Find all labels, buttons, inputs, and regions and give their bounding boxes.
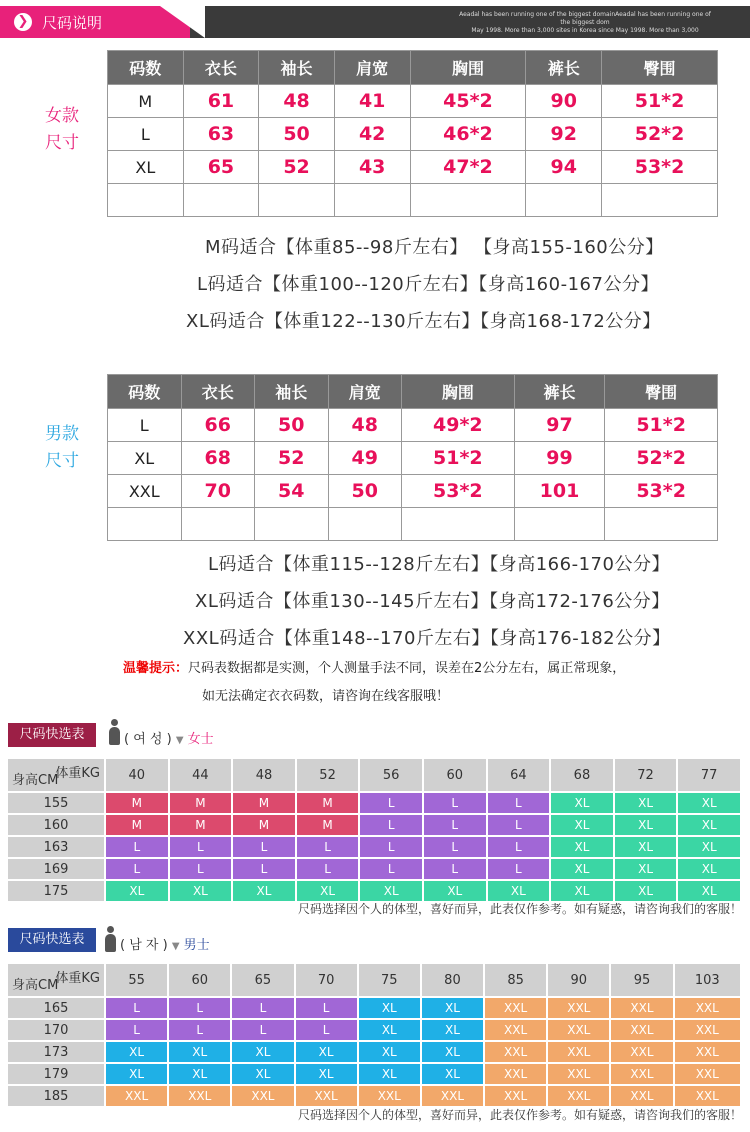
size-suggestion-cell: XL bbox=[168, 1041, 231, 1063]
size-suggestion-cell: XXL bbox=[674, 1041, 741, 1063]
weight-header-row bbox=[7, 963, 741, 997]
axis-corner bbox=[7, 758, 105, 792]
height-cell: 173 bbox=[7, 1041, 105, 1063]
size-code-cell: XL bbox=[108, 151, 184, 184]
size-code-cell: L bbox=[108, 118, 184, 151]
header-english-line1: Aeadal has been running one of the biggest domainAeadal has been running one of the biggest dom bbox=[459, 11, 711, 26]
measure-cell: 53*2 bbox=[602, 151, 718, 184]
men-label: 男士 bbox=[183, 938, 210, 953]
size-suggestion-cell: M bbox=[169, 792, 233, 814]
weight-header-cell: 48 bbox=[232, 758, 296, 792]
size-suggestion-cell: L bbox=[169, 858, 233, 880]
measure-cell: 42 bbox=[334, 118, 410, 151]
size-suggestion-cell: XL bbox=[231, 1063, 294, 1085]
size-suggestion-cell: XL bbox=[168, 1063, 231, 1085]
size-suggestion-cell: L bbox=[232, 836, 296, 858]
size-suggestion-cell: XL bbox=[359, 880, 423, 902]
measure-cell bbox=[334, 184, 410, 217]
size-suggestion-cell: XXL bbox=[484, 1041, 547, 1063]
size-suggestion-cell: L bbox=[487, 814, 551, 836]
size-row bbox=[108, 442, 718, 475]
measure-cell: 92 bbox=[526, 118, 602, 151]
measure-cell: 53*2 bbox=[605, 475, 718, 508]
size-suggestion-cell: L bbox=[423, 836, 487, 858]
chevron-right-icon: ❯ bbox=[14, 13, 32, 31]
size-suggestion-cell: XL bbox=[105, 880, 169, 902]
measure-cell: 50 bbox=[328, 475, 402, 508]
measure-cell: 48 bbox=[259, 85, 335, 118]
size-suggestion-cell: L bbox=[168, 997, 231, 1019]
weight-header-cell: 72 bbox=[614, 758, 678, 792]
quick-row bbox=[7, 880, 741, 902]
size-suggestion-cell: XL bbox=[105, 1063, 168, 1085]
size-suggestion-cell: M bbox=[296, 814, 360, 836]
weight-header-cell: 64 bbox=[487, 758, 551, 792]
men-korean: ( 남 자 ) bbox=[120, 938, 168, 953]
size-suggestion-cell: XL bbox=[421, 997, 484, 1019]
size-col-header: 臀围 bbox=[605, 375, 718, 409]
size-suggestion-cell: XXL bbox=[295, 1085, 358, 1107]
size-suggestion-cell: XXL bbox=[610, 1019, 673, 1041]
weight-header-cell: 95 bbox=[610, 963, 673, 997]
measure-cell: 51*2 bbox=[602, 85, 718, 118]
size-suggestion-cell: L bbox=[359, 814, 423, 836]
size-suggestion-cell: XL bbox=[677, 792, 741, 814]
measure-cell: 47*2 bbox=[410, 151, 526, 184]
women-fit-l: L码适合【体重100--120斤左右】【身高160-167公分】 bbox=[197, 274, 659, 295]
tip-line1 bbox=[123, 657, 625, 676]
size-suggestion-cell: XXL bbox=[674, 1063, 741, 1085]
men-gender-label bbox=[120, 934, 210, 953]
size-col-header: 胸围 bbox=[410, 51, 526, 85]
men-quick-note: 尺码选择因个人的体型，喜好而异，此表仅作参考。如有疑惑，请咨询我们的客服！ bbox=[297, 1108, 742, 1122]
women-quick-tag: 尺码快选表 bbox=[8, 723, 96, 747]
size-suggestion-cell: XL bbox=[677, 836, 741, 858]
men-side-line2: 尺寸 bbox=[45, 451, 79, 471]
men-fit-xl: XL码适合【体重130--145斤左右】【身高172-176公分】 bbox=[195, 591, 670, 612]
women-size-body bbox=[108, 85, 718, 217]
size-suggestion-cell: XL bbox=[487, 880, 551, 902]
measure-cell: 49*2 bbox=[402, 409, 515, 442]
measure-cell: 65 bbox=[183, 151, 259, 184]
size-suggestion-cell: M bbox=[169, 814, 233, 836]
size-col-header: 码数 bbox=[108, 375, 182, 409]
measure-cell bbox=[526, 184, 602, 217]
size-suggestion-cell: M bbox=[105, 792, 169, 814]
size-suggestion-cell: L bbox=[487, 858, 551, 880]
size-suggestion-cell: L bbox=[295, 997, 358, 1019]
size-suggestion-cell: XL bbox=[421, 1063, 484, 1085]
size-suggestion-cell: XL bbox=[614, 880, 678, 902]
height-axis-label: 身高CM bbox=[12, 773, 59, 788]
measure-cell: 66 bbox=[181, 409, 255, 442]
size-suggestion-cell: XL bbox=[231, 1041, 294, 1063]
measure-cell bbox=[328, 508, 402, 541]
size-col-header: 臀围 bbox=[602, 51, 718, 85]
measure-cell bbox=[259, 184, 335, 217]
caret-down-icon: ▼ bbox=[175, 735, 184, 746]
weight-header-cell: 55 bbox=[105, 963, 168, 997]
size-suggestion-cell: XL bbox=[358, 997, 421, 1019]
size-suggestion-cell: L bbox=[423, 792, 487, 814]
size-suggestion-cell: L bbox=[296, 836, 360, 858]
size-suggestion-cell: XL bbox=[614, 836, 678, 858]
size-suggestion-cell: L bbox=[231, 1019, 294, 1041]
height-cell: 163 bbox=[7, 836, 105, 858]
measure-cell bbox=[402, 508, 515, 541]
weight-header-cell: 80 bbox=[421, 963, 484, 997]
size-suggestion-cell: XXL bbox=[105, 1085, 168, 1107]
height-cell: 155 bbox=[7, 792, 105, 814]
measure-cell: 53*2 bbox=[402, 475, 515, 508]
size-suggestion-cell: M bbox=[232, 792, 296, 814]
weight-header-cell: 70 bbox=[295, 963, 358, 997]
size-suggestion-cell: XL bbox=[550, 836, 614, 858]
size-suggestion-cell: XXL bbox=[547, 1041, 610, 1063]
men-quick-table bbox=[6, 962, 742, 1108]
quick-row bbox=[7, 1063, 741, 1085]
size-row bbox=[108, 475, 718, 508]
measure-cell: 101 bbox=[514, 475, 605, 508]
size-suggestion-cell: XL bbox=[550, 792, 614, 814]
measure-cell bbox=[410, 184, 526, 217]
size-suggestion-cell: XL bbox=[423, 880, 487, 902]
size-suggestion-cell: XL bbox=[232, 880, 296, 902]
measure-cell: 90 bbox=[526, 85, 602, 118]
size-suggestion-cell: M bbox=[232, 814, 296, 836]
size-suggestion-cell: XL bbox=[358, 1019, 421, 1041]
size-col-header: 胸围 bbox=[402, 375, 515, 409]
weight-header-cell: 52 bbox=[296, 758, 360, 792]
quick-row bbox=[7, 997, 741, 1019]
women-korean: ( 여 성 ) bbox=[124, 732, 172, 747]
weight-header-cell: 68 bbox=[550, 758, 614, 792]
size-suggestion-cell: XXL bbox=[547, 1063, 610, 1085]
size-code-cell bbox=[108, 508, 182, 541]
size-row bbox=[108, 151, 718, 184]
size-suggestion-cell: XL bbox=[614, 858, 678, 880]
measure-cell: 52 bbox=[255, 442, 329, 475]
height-cell: 179 bbox=[7, 1063, 105, 1085]
measure-cell: 70 bbox=[181, 475, 255, 508]
size-col-header: 裤长 bbox=[514, 375, 605, 409]
quick-row bbox=[7, 1085, 741, 1107]
size-col-header: 肩宽 bbox=[334, 51, 410, 85]
size-suggestion-cell: L bbox=[487, 836, 551, 858]
size-suggestion-cell: XXL bbox=[484, 997, 547, 1019]
measure-cell bbox=[514, 508, 605, 541]
women-quick-table bbox=[6, 757, 742, 903]
size-code-cell bbox=[108, 184, 184, 217]
size-col-header: 码数 bbox=[108, 51, 184, 85]
height-cell: 170 bbox=[7, 1019, 105, 1041]
size-suggestion-cell: XL bbox=[677, 858, 741, 880]
size-suggestion-cell: XL bbox=[550, 814, 614, 836]
size-suggestion-cell: L bbox=[231, 997, 294, 1019]
women-side-line2: 尺寸 bbox=[45, 133, 79, 153]
measure-cell: 99 bbox=[514, 442, 605, 475]
size-suggestion-cell: L bbox=[423, 814, 487, 836]
size-col-header: 袖长 bbox=[259, 51, 335, 85]
measure-cell bbox=[602, 184, 718, 217]
size-col-header: 衣长 bbox=[181, 375, 255, 409]
size-code-cell: M bbox=[108, 85, 184, 118]
height-axis-label: 身高CM bbox=[12, 978, 59, 993]
tip-text1: 尺码表数据都是实测，个人测量手法不同，误差在2公分左右，属正常现象， bbox=[188, 661, 626, 676]
header-notch bbox=[160, 6, 205, 38]
weight-axis-label: 体重KG bbox=[55, 766, 100, 781]
weight-header-cell: 90 bbox=[547, 963, 610, 997]
women-fit-m: M码适合【体重85--98斤左右】 【身高155-160公分】 bbox=[205, 237, 664, 258]
weight-header-cell: 65 bbox=[231, 963, 294, 997]
men-fit-l: L码适合【体重115--128斤左右】【身高166-170公分】 bbox=[208, 554, 670, 575]
weight-header-cell: 60 bbox=[168, 963, 231, 997]
weight-header-cell: 77 bbox=[677, 758, 741, 792]
quick-row bbox=[7, 1041, 741, 1063]
header-banner bbox=[0, 0, 750, 40]
size-suggestion-cell: XXL bbox=[231, 1085, 294, 1107]
measure-cell bbox=[605, 508, 718, 541]
size-suggestion-cell: XL bbox=[550, 880, 614, 902]
size-suggestion-cell: L bbox=[168, 1019, 231, 1041]
height-cell: 175 bbox=[7, 880, 105, 902]
measure-cell bbox=[183, 184, 259, 217]
size-row bbox=[108, 85, 718, 118]
measure-cell: 52 bbox=[259, 151, 335, 184]
size-suggestion-cell: XXL bbox=[610, 1085, 673, 1107]
measure-cell: 48 bbox=[328, 409, 402, 442]
quick-row bbox=[7, 792, 741, 814]
size-suggestion-cell: M bbox=[105, 814, 169, 836]
size-suggestion-cell: XXL bbox=[610, 1041, 673, 1063]
size-suggestion-cell: XXL bbox=[421, 1085, 484, 1107]
height-cell: 169 bbox=[7, 858, 105, 880]
female-person-icon bbox=[108, 719, 120, 745]
size-suggestion-cell: L bbox=[105, 858, 169, 880]
size-suggestion-cell: L bbox=[105, 997, 168, 1019]
size-col-header: 衣长 bbox=[183, 51, 259, 85]
size-suggestion-cell: XXL bbox=[484, 1085, 547, 1107]
size-suggestion-cell: XXL bbox=[484, 1063, 547, 1085]
measure-cell: 45*2 bbox=[410, 85, 526, 118]
size-code-cell: XL bbox=[108, 442, 182, 475]
men-side-line1: 男款 bbox=[45, 424, 79, 444]
size-suggestion-cell: XL bbox=[105, 1041, 168, 1063]
men-size-header-row bbox=[108, 375, 718, 409]
height-cell: 165 bbox=[7, 997, 105, 1019]
measure-cell: 51*2 bbox=[402, 442, 515, 475]
header-english-text bbox=[455, 11, 715, 35]
height-cell: 185 bbox=[7, 1085, 105, 1107]
size-col-header: 裤长 bbox=[526, 51, 602, 85]
women-size-table bbox=[107, 50, 718, 217]
size-row bbox=[108, 118, 718, 151]
size-suggestion-cell: XXL bbox=[674, 997, 741, 1019]
weight-header-row bbox=[7, 758, 741, 792]
women-gender-label bbox=[124, 728, 214, 747]
quick-row bbox=[7, 814, 741, 836]
size-suggestion-cell: L bbox=[359, 836, 423, 858]
size-suggestion-cell: XXL bbox=[484, 1019, 547, 1041]
measure-cell: 61 bbox=[183, 85, 259, 118]
size-suggestion-cell: XXL bbox=[547, 997, 610, 1019]
size-suggestion-cell: XL bbox=[295, 1063, 358, 1085]
size-suggestion-cell: XL bbox=[677, 880, 741, 902]
size-suggestion-cell: XL bbox=[169, 880, 233, 902]
size-row bbox=[108, 409, 718, 442]
size-col-header: 肩宽 bbox=[328, 375, 402, 409]
tip-label: 温馨提示： bbox=[123, 661, 189, 676]
size-suggestion-cell: XL bbox=[358, 1041, 421, 1063]
size-suggestion-cell: XXL bbox=[674, 1085, 741, 1107]
weight-header-cell: 44 bbox=[169, 758, 233, 792]
size-suggestion-cell: XXL bbox=[547, 1085, 610, 1107]
measure-cell: 49 bbox=[328, 442, 402, 475]
measure-cell bbox=[255, 508, 329, 541]
header-english-line2: May 1998. More than 3,000 sites in Korea since May 1998. More than 3,000 bbox=[471, 27, 699, 34]
women-label: 女士 bbox=[187, 732, 214, 747]
quick-row bbox=[7, 858, 741, 880]
size-suggestion-cell: XL bbox=[614, 814, 678, 836]
size-suggestion-cell: XL bbox=[614, 792, 678, 814]
measure-cell: 63 bbox=[183, 118, 259, 151]
weight-header-cell: 103 bbox=[674, 963, 741, 997]
size-suggestion-cell: XL bbox=[296, 880, 360, 902]
axis-corner bbox=[7, 963, 105, 997]
measure-cell: 52*2 bbox=[605, 442, 718, 475]
size-suggestion-cell: XXL bbox=[168, 1085, 231, 1107]
size-suggestion-cell: XXL bbox=[610, 997, 673, 1019]
size-suggestion-cell: L bbox=[296, 858, 360, 880]
measure-cell: 46*2 bbox=[410, 118, 526, 151]
women-side-label bbox=[30, 103, 94, 157]
size-suggestion-cell: L bbox=[359, 792, 423, 814]
size-row bbox=[108, 508, 718, 541]
men-side-label bbox=[30, 421, 94, 475]
size-suggestion-cell: XL bbox=[677, 814, 741, 836]
women-fit-xl: XL码适合【体重122--130斤左右】【身高168-172公分】 bbox=[186, 311, 661, 332]
size-suggestion-cell: XL bbox=[550, 858, 614, 880]
men-quick-tag: 尺码快选表 bbox=[8, 928, 96, 952]
weight-header-cell: 60 bbox=[423, 758, 487, 792]
size-suggestion-cell: L bbox=[359, 858, 423, 880]
measure-cell: 43 bbox=[334, 151, 410, 184]
size-suggestion-cell: M bbox=[296, 792, 360, 814]
male-person-icon bbox=[104, 926, 116, 952]
page-title: 尺码说明 bbox=[42, 14, 103, 32]
measure-cell: 68 bbox=[181, 442, 255, 475]
size-suggestion-cell: L bbox=[169, 836, 233, 858]
weight-header-cell: 40 bbox=[105, 758, 169, 792]
size-suggestion-cell: XL bbox=[295, 1041, 358, 1063]
size-suggestion-cell: L bbox=[487, 792, 551, 814]
women-side-line1: 女款 bbox=[45, 106, 79, 126]
caret-down-icon: ▼ bbox=[171, 941, 180, 952]
men-fit-xxl: XXL码适合【体重148--170斤左右】【身高176-182公分】 bbox=[183, 628, 671, 649]
size-suggestion-cell: L bbox=[105, 1019, 168, 1041]
size-suggestion-cell: XXL bbox=[547, 1019, 610, 1041]
measure-cell: 54 bbox=[255, 475, 329, 508]
size-suggestion-cell: XL bbox=[358, 1063, 421, 1085]
weight-axis-label: 体重KG bbox=[55, 971, 100, 986]
measure-cell bbox=[181, 508, 255, 541]
measure-cell: 94 bbox=[526, 151, 602, 184]
weight-header-cell: 75 bbox=[358, 963, 421, 997]
measure-cell: 97 bbox=[514, 409, 605, 442]
measure-cell: 50 bbox=[255, 409, 329, 442]
size-suggestion-cell: L bbox=[105, 836, 169, 858]
size-suggestion-cell: XL bbox=[421, 1019, 484, 1041]
men-fit-list bbox=[0, 550, 750, 661]
size-suggestion-cell: XXL bbox=[610, 1063, 673, 1085]
size-row bbox=[108, 184, 718, 217]
size-col-header: 袖长 bbox=[255, 375, 329, 409]
weight-header-cell: 56 bbox=[359, 758, 423, 792]
size-suggestion-cell: XXL bbox=[674, 1019, 741, 1041]
size-code-cell: XXL bbox=[108, 475, 182, 508]
measure-cell: 52*2 bbox=[602, 118, 718, 151]
women-quick-note: 尺码选择因个人的体型，喜好而异，此表仅作参考。如有疑惑，请咨询我们的客服！ bbox=[297, 902, 742, 916]
measure-cell: 50 bbox=[259, 118, 335, 151]
women-fit-list bbox=[0, 233, 750, 344]
size-suggestion-cell: L bbox=[232, 858, 296, 880]
weight-header-cell: 85 bbox=[484, 963, 547, 997]
size-suggestion-cell: L bbox=[295, 1019, 358, 1041]
size-code-cell: L bbox=[108, 409, 182, 442]
measure-cell: 51*2 bbox=[605, 409, 718, 442]
quick-row bbox=[7, 836, 741, 858]
quick-row bbox=[7, 1019, 741, 1041]
measure-cell: 41 bbox=[334, 85, 410, 118]
size-suggestion-cell: XL bbox=[421, 1041, 484, 1063]
tip-text2: 如无法确定衣衣码数，请咨询在线客服哦！ bbox=[202, 689, 450, 704]
size-suggestion-cell: XXL bbox=[358, 1085, 421, 1107]
height-cell: 160 bbox=[7, 814, 105, 836]
women-size-header-row bbox=[108, 51, 718, 85]
men-size-body bbox=[108, 409, 718, 541]
men-size-table bbox=[107, 374, 718, 541]
size-suggestion-cell: L bbox=[423, 858, 487, 880]
